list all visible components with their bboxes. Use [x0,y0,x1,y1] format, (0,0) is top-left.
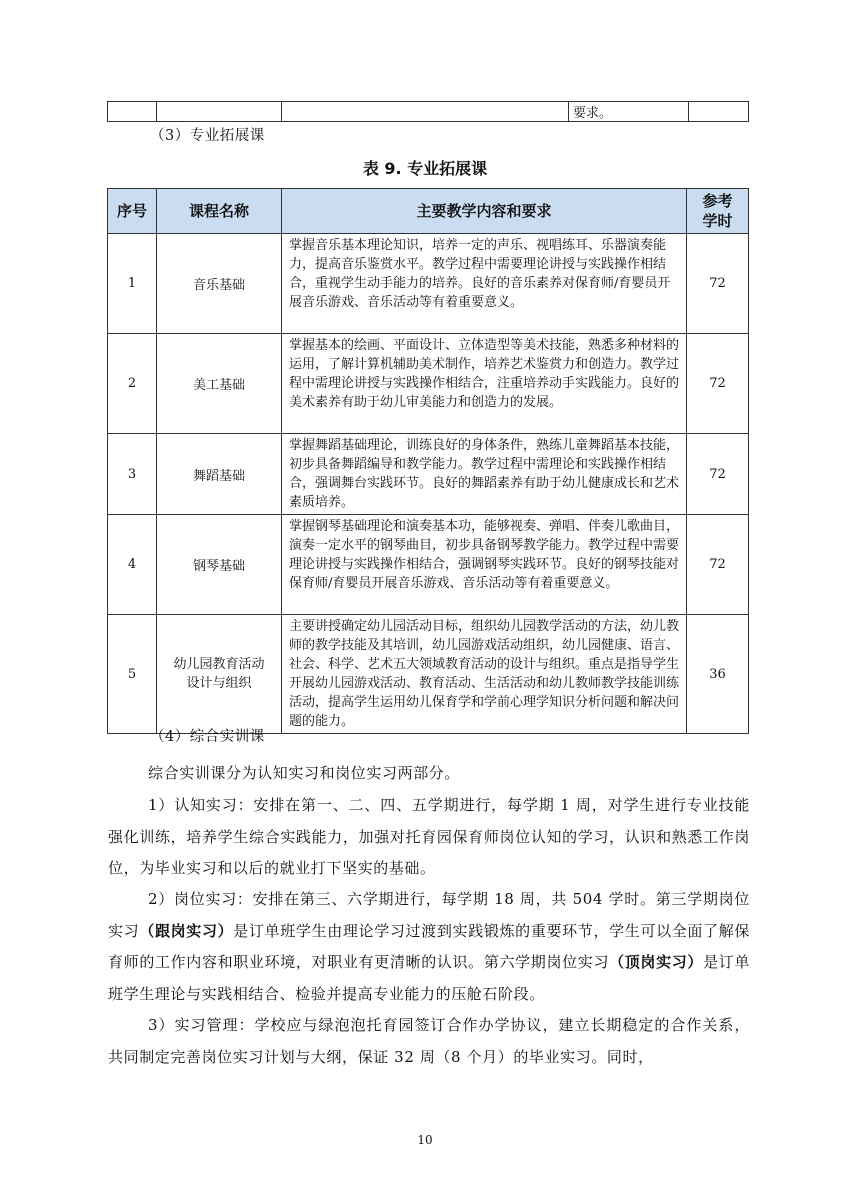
course-no: 1 [108,234,157,334]
section-heading-3: （3）专业拓展课 [150,128,265,144]
course-no: 4 [108,515,157,615]
table-title: 表 9. 专业拓展课 [362,159,488,178]
p2-text-c: 是订单班学生由理论学习过渡到实践锻炼的重要环节，学生可以全面了解保育师的工作内容和职业环境，对职业有更清晰的认识。第六学期岗位实习 [108,921,751,971]
header-hours-line1: 参考 [702,192,733,210]
p2-bold-top: （顶岗实习） [609,953,704,971]
table-cell [282,102,569,122]
table-row [108,515,749,615]
header-content: 主要教学内容和要求 [282,189,687,234]
p2-text-a: 2）岗位实习：安排在第三、六学期进行，每学期 18 周，共 504 学时。第三学期岗位实习 [108,890,750,940]
course-name: 美工基础 [157,334,282,434]
course-no: 5 [108,615,157,734]
header-name: 课程名称 [157,189,282,234]
course-content: 掌握音乐基本理论知识，培养一定的声乐、视唱练耳、乐器演奏能力，提高音乐鉴赏水平。教学过程中需要理论讲授与实践操作相结合，重视学生动手能力的培养。良好的音乐素养对保育师/育婴员开展音乐游戏、音乐活动等有着重要意义。 [282,234,687,334]
table-row [108,234,749,334]
table-cell [108,102,157,122]
section-heading-4: （4）综合实训课 [150,729,265,745]
paragraph-cognitive-internship: 1）认知实习：安排在第一、二、四、五学期进行，每学期 1 周，对学生进行专业技能强化训练，培养学生综合实践能力，加强对托育园保育师岗位认知的学习，认识和熟悉工作岗位，为毕业实习和以后的就业打下坚实的基础。 [108,796,750,877]
course-hours: 72 [687,434,749,515]
header-hours-line2: 学时 [702,212,733,230]
page-number: 10 [417,1133,433,1147]
header-no: 序号 [108,189,157,234]
table-cell [157,102,282,122]
p2-text-e: 是订单班学生理论与实践相结合、检验并提高专业能力的压舱石阶段。 [108,953,750,1003]
course-no: 3 [108,434,157,515]
course-no: 2 [108,334,157,434]
course-name-line1: 幼儿园教育活动 [173,657,265,672]
table-cell [689,102,749,122]
requirement-cell: 要求。 [569,102,689,122]
course-hours: 72 [687,334,749,434]
table-row [108,615,749,734]
header-hours [687,189,749,234]
intro-paragraph: 综合实训课分为认知实习和岗位实习两部分。 [148,764,461,782]
course-table [107,188,749,734]
course-name-line2: 设计与组织 [186,676,252,691]
course-hours: 36 [687,615,749,734]
paragraph-post-internship [108,884,750,1010]
course-name [157,615,282,734]
course-hours: 72 [687,234,749,334]
course-content: 掌握舞蹈基础理论，训练良好的身体条件，熟练儿童舞蹈基本技能，初步具备舞蹈编导和教学能力。教学过程中需理论和实践操作相结合，强调舞台实践环节。良好的舞蹈素养有助于幼儿健康成长和艺术素质培养。 [282,434,687,515]
course-content: 掌握基本的绘画、平面设计、立体造型等美术技能，熟悉多种材料的运用，了解计算机辅助美术制作，培养艺术鉴赏力和创造力。教学过程中需理论讲授与实践操作相结合，注重培养动手实践能力。良好的美术素养有助于幼儿审美能力和创造力的发展。 [282,334,687,434]
course-hours: 72 [687,515,749,615]
course-name: 音乐基础 [157,234,282,334]
continued-table [107,101,749,122]
course-name: 舞蹈基础 [157,434,282,515]
table-header-row [108,189,749,234]
table-row [108,434,749,515]
course-content: 主要讲授确定幼儿园活动目标，组织幼儿园教学活动的方法，幼儿教师的教学技能及其培训，幼儿园游戏活动组织，幼儿园健康、语言、社会、科学、艺术五大领域教育活动的设计与组织。重点是指导学生开展幼儿园游戏活动、教育活动、生活活动和幼儿教师教学技能训练活动，提高学生运用幼儿保育学和学前心理学知识分析问题和解决问题的能力。 [282,615,687,734]
table-row [108,334,749,434]
course-content: 掌握钢琴基础理论和演奏基本功，能够视奏、弹唱、伴奏儿歌曲目，演奏一定水平的钢琴曲目，初步具备钢琴教学能力。教学过程中需要理论讲授与实践操作相结合，强调钢琴实践环节。良好的钢琴技能对保育师/育婴员开展音乐游戏、音乐活动等有着重要意义。 [282,515,687,615]
course-name: 钢琴基础 [157,515,282,615]
p2-bold-shadow: （跟岗实习） [139,921,234,940]
paragraph-internship-management: 3）实习管理：学校应与绿泡泡托育园签订合作办学协议，建立长期稳定的合作关系，共同制定完善岗位实习计划与大纲，保证 32 周（8 个月）的毕业实习。同时， [108,1016,750,1066]
